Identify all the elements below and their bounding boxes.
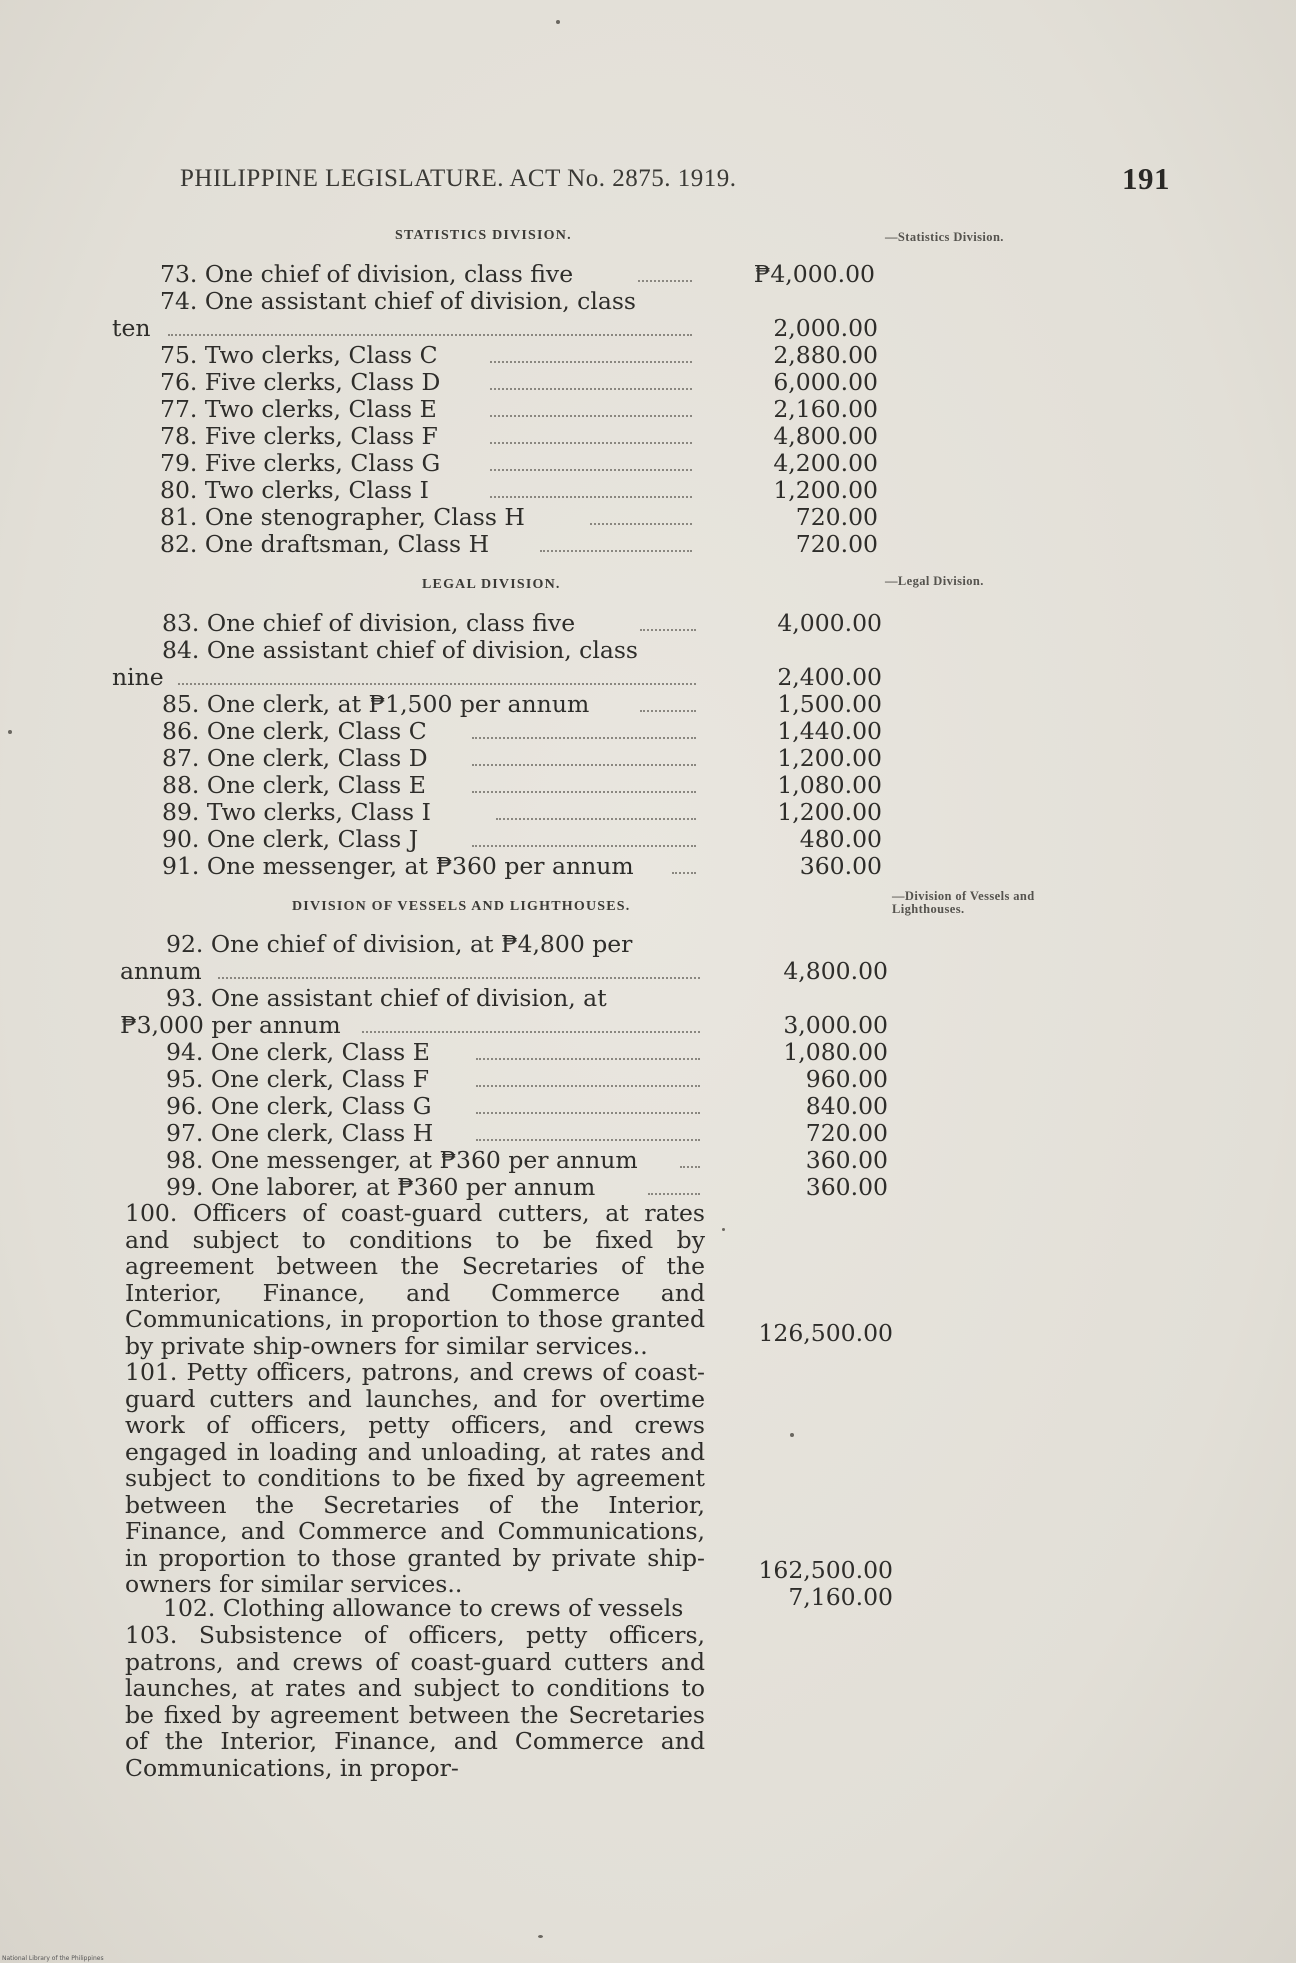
library-footer: National Library of the Philippines [2, 1955, 104, 1962]
item-row: 88. One clerk, Class E 1,080.00 [162, 771, 882, 799]
item-row: 85. One clerk, at ₱1,500 per annum 1,500.00 [162, 690, 882, 718]
item-row: 78. Five clerks, Class F 4,800.00 [160, 422, 878, 450]
paragraph-amount-102: 7,160.00 [788, 1583, 893, 1611]
scan-speck [8, 730, 12, 734]
item-row: 92. One chief of division, at ₱4,800 per [166, 930, 633, 958]
paragraph-item-102: 102. Clothing allowance to crews of vessels [163, 1594, 684, 1622]
scan-speck [538, 1935, 543, 1938]
item-row: ten 2,000.00 [112, 314, 878, 342]
item-row: 75. Two clerks, Class C 2,880.00 [160, 341, 878, 369]
margin-note-legal: —Legal Division. [885, 574, 984, 588]
paragraph-amount-100: 126,500.00 [758, 1319, 893, 1347]
paragraph-item-100: 100. Officers of coast-guard cutters, at rates and subject to conditions to be fixed by agreement between the Secretaries of the Interior, Finance, and Commerce and Communications, in proportion to those granted by private ship-owners for similar services.. [125, 1199, 705, 1360]
item-row: 73. One chief of division, class five ₱4,000.00 [160, 260, 875, 288]
margin-note-vessels: —Division of Vessels and Lighthouses. [892, 889, 1035, 916]
item-row: 81. One stenographer, Class H 720.00 [160, 503, 878, 531]
paragraph-item-101: 101. Petty officers, patrons, and crews of coast-guard cutters and launches, and for overtime work of officers, petty officers, and crews engaged in loading and unloading, at rates and subject to conditions to be fixed by agreement between the Secretaries of the Interior, Finance, and Commerce and Communications, in proportion to those granted by private ship-owners for similar services.. [125, 1358, 705, 1598]
scan-speck [722, 1228, 725, 1231]
paragraph-item-103: 103. Subsistence of officers, petty officers, patrons, and crews of coast-guard cutters and launches, at rates and subject to conditions to be fixed by agreement between the Secretaries of the Interior, Finance, and Commerce and Communications, in propor- [125, 1621, 705, 1782]
scan-speck [790, 1433, 794, 1437]
running-title: PHILIPPINE LEGISLATURE. ACT No. 2875. 1919. [180, 165, 737, 192]
item-row: 94. One clerk, Class E 1,080.00 [166, 1038, 888, 1066]
item-row: ₱3,000 per annum 3,000.00 [120, 1011, 888, 1039]
section-title-legal: LEGAL DIVISION. [422, 577, 561, 592]
item-row: 93. One assistant chief of division, at [166, 984, 607, 1012]
item-row: 83. One chief of division, class five 4,000.00 [162, 609, 882, 637]
margin-note-statistics: —Statistics Division. [885, 230, 1004, 244]
section-title-statistics: STATISTICS DIVISION. [395, 228, 572, 243]
item-row: 77. Two clerks, Class E 2,160.00 [160, 395, 878, 423]
item-row: 74. One assistant chief of division, class [160, 287, 636, 315]
item-row: 80. Two clerks, Class I 1,200.00 [160, 476, 878, 504]
item-row: 99. One laborer, at ₱360 per annum 360.00 [166, 1173, 888, 1201]
page-number: 191 [1122, 161, 1170, 196]
scan-speck [556, 20, 560, 24]
section-title-vessels: DIVISION OF VESSELS AND LIGHTHOUSES. [292, 899, 631, 914]
item-row: 84. One assistant chief of division, class [162, 636, 638, 664]
item-row: 76. Five clerks, Class D 6,000.00 [160, 368, 878, 396]
item-row: 86. One clerk, Class C 1,440.00 [162, 717, 882, 745]
item-row: 89. Two clerks, Class I 1,200.00 [162, 798, 882, 826]
item-row: annum 4,800.00 [120, 957, 888, 985]
item-row: nine 2,400.00 [112, 663, 882, 691]
item-row: 82. One draftsman, Class H 720.00 [160, 530, 878, 558]
item-row: 96. One clerk, Class G 840.00 [166, 1092, 888, 1120]
item-row: 90. One clerk, Class J 480.00 [162, 825, 882, 853]
item-row: 87. One clerk, Class D 1,200.00 [162, 744, 882, 772]
item-row: 91. One messenger, at ₱360 per annum 360.00 [162, 852, 882, 880]
item-row: 95. One clerk, Class F 960.00 [166, 1065, 888, 1093]
item-row: 98. One messenger, at ₱360 per annum 360.00 [166, 1146, 888, 1174]
item-row: 97. One clerk, Class H 720.00 [166, 1119, 888, 1147]
paragraph-amount-101: 162,500.00 [758, 1556, 893, 1584]
item-row: 79. Five clerks, Class G 4,200.00 [160, 449, 878, 477]
